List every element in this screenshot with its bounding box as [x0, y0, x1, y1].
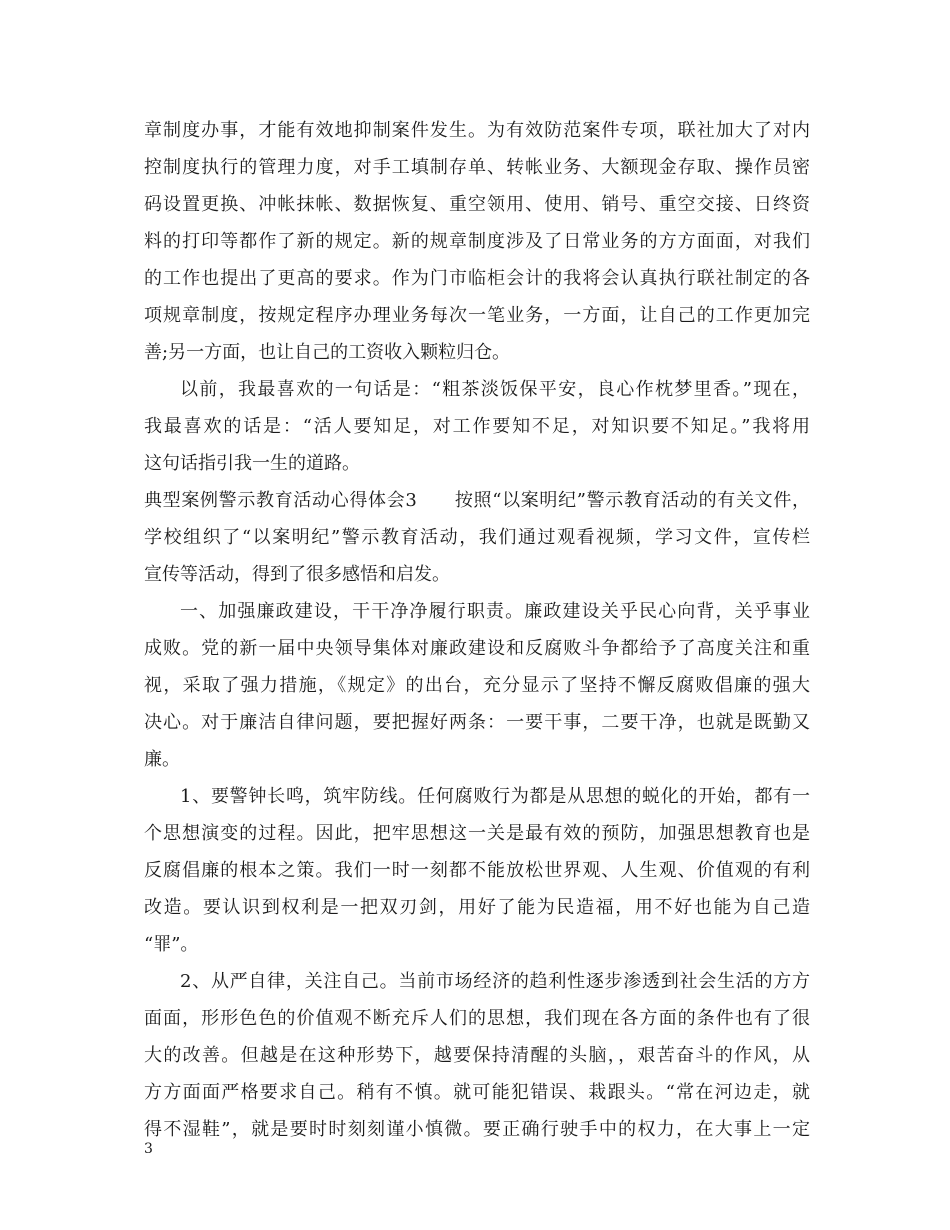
text-line: 章制度办事，才能有效地抑制案件发生。为有效防范案件专项，联社加大了对内	[144, 120, 810, 141]
document-body	[144, 112, 810, 1148]
text-line: 我最喜欢的话是：“活人要知足，对工作要知不足，对知识要不知足。”我将用	[144, 416, 810, 437]
text-line: 反腐倡廉的根本之策。我们一时一刻都不能放松世界观、人生观、价值观的有利	[144, 860, 810, 881]
text-line: 料的打印等都作了新的规定。新的规章制度涉及了日常业务的方方面面，对我们	[144, 231, 810, 252]
text-line: 大的改善。但越是在这种形势下，越要保持清醒的头脑，，艰苦奋斗的作风，从	[144, 1045, 810, 1066]
text-line: 视，采取了强力措施，《规定》的出台，充分显示了坚持不懈反腐败倡廉的强大	[144, 675, 810, 696]
text-line: 以前，我最喜欢的一句话是：“粗茶淡饭保平安，良心作枕梦里香。”现在，	[180, 379, 810, 400]
text-line: 2、从严自律，关注自己。当前市场经济的趋利性逐步渗透到社会生活的方方	[180, 971, 810, 992]
text-line: 一、加强廉政建设，干干净净履行职责。廉政建设关乎民心向背，关乎事业	[180, 601, 810, 622]
text-line: 成败。党的新一届中央领导集体对廉政建设和反腐败斗争都给予了高度关注和重	[144, 638, 810, 659]
text-line: 方方面面严格要求自己。稍有不慎。就可能犯错误、栽跟头。“常在河边走，就	[144, 1082, 810, 1103]
text-line: 1、要警钟长鸣，筑牢防线。任何腐败行为都是从思想的蜕化的开始，都有一	[180, 786, 810, 807]
page-number: 3	[144, 1141, 153, 1157]
text-line: 决心。对于廉洁自律问题，要把握好两条：一要干事，二要干净，也就是既勤又	[144, 712, 810, 733]
section-heading-line: 典型案例警示教育活动心得体会3 按照“以案明纪”警示教育活动的有关文件，	[144, 490, 810, 511]
text-line: 个思想演变的过程。因此，把牢思想这一关是最有效的预防，加强思想教育也是	[144, 823, 810, 844]
text-line: 这句话指引我一生的道路。	[144, 453, 360, 474]
text-line: 宣传等活动，得到了很多感悟和启发。	[144, 564, 450, 585]
text-line: 学校组织了“以案明纪”警示教育活动，我们通过观看视频，学习文件，宣传栏	[144, 527, 810, 548]
text-line: 得不湿鞋”，就是要时时刻刻谨小慎微。要正确行驶手中的权力，在大事上一定	[144, 1119, 810, 1140]
text-line: 项规章制度，按规定程序办理业务每次一笔业务，一方面，让自己的工作更加完	[144, 305, 810, 326]
text-line: 控制度执行的管理力度，对手工填制存单、转帐业务、大额现金存取、操作员密	[144, 157, 810, 178]
text-line: 面面，形形色色的价值观不断充斥人们的思想，我们现在各方面的条件也有了很	[144, 1008, 810, 1029]
text-line: “罪”。	[144, 934, 199, 955]
text-line: 善;另一方面，也让自己的工资收入颗粒归仓。	[144, 342, 511, 363]
text-line: 廉。	[144, 749, 180, 770]
text-line: 码设置更换、冲帐抹帐、数据恢复、重空领用、使用、销号、重空交接、日终资	[144, 194, 810, 215]
text-line: 的工作也提出了更高的要求。作为门市临柜会计的我将会认真执行联社制定的各	[144, 268, 810, 289]
text-line: 改造。要认识到权利是一把双刃剑，用好了能为民造福，用不好也能为自己造	[144, 897, 810, 918]
